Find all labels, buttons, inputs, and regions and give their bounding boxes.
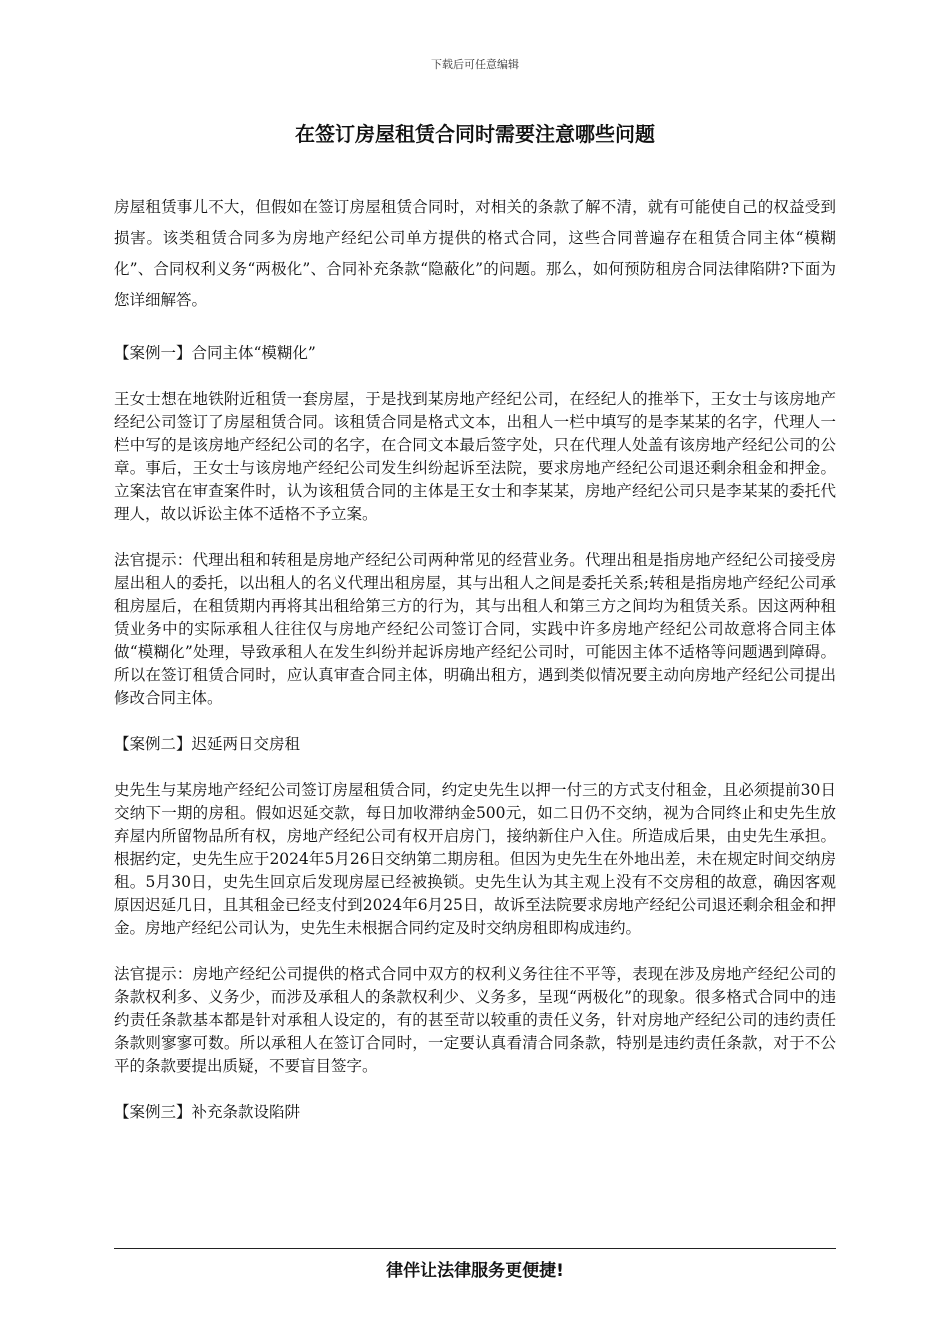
footer-slogan: 律伴让法律服务更便捷! [386,1261,564,1281]
case1-story: 王女士想在地铁附近租赁一套房屋，于是找到某房地产经纪公司，在经纪人的推举下，王女士与该房地产经纪公司签订了房屋租赁合同。该租赁合同是格式文本，出租人一栏中填写的是李某某的名字，代理人一栏中写的是该房地产经纪公司的名字，在合同文本最后签字处，只在代理人处盖有该房地产经纪公司的公章。事后，王女士与该房地产经纪公司发生纠纷起诉至法院，要求房地产经纪公司退还剩余租金和押金。立案法官在审查案件时，认为该租赁合同的主体是王女士和李某某，房地产经纪公司只是李某某的委托代理人，故以诉讼主体不适格不予立案。 [114,390,836,523]
header-note: 下载后可任意编辑 [431,58,519,71]
case2-judge-tip: 法官提示：房地产经纪公司提供的格式合同中双方的权利义务往往不平等，表现在涉及房地产经纪公司的条款权利多、义务少，而涉及承租人的条款权利少、义务多，呈现“两极化”的现象。很多格式合同中的违约责任条款基本都是针对承租人设定的，有的甚至苛以较重的责任义务，针对房地产经纪公司的违约责任条款则寥寥可数。所以承租人在签订合同时，一定要认真看清合同条款，特别是违约责任条款，对于不公平的条款要提出质疑，不要盲目签字。 [114,965,836,1075]
intro-paragraph: 房屋租赁事儿不大，但假如在签订房屋租赁合同时，对相关的条款了解不清，就有可能使自己的权益受到损害。该类租赁合同多为房地产经纪公司单方提供的格式合同，这些合同普遍存在租赁合同主体“模糊化”、合同权利义务“两极化”、合同补充条款“隐蔽化”的问题。那么，如何预防租房合同法律陷阱?下面为您详细解答。 [114,198,836,309]
case3-heading: 【案例三】补充条款设陷阱 [114,1103,301,1121]
case1-judge-tip: 法官提示：代理出租和转租是房地产经纪公司两种常见的经营业务。代理出租是指房地产经纪公司接受房屋出租人的委托，以出租人的名义代理出租房屋，其与出租人之间是委托关系;转租是指房地产经纪公司承租房屋后，在租赁期内再将其出租给第三方的行为，其与出租人和第三方之间均为租赁关系。因这两种租赁业务中的实际承租人往往仅与房地产经纪公司签订合同，实践中许多房地产经纪公司故意将合同主体做“模糊化”处理，导致承租人在发生纠纷并起诉房地产经纪公司时，可能因主体不适格等问题遇到障碍。所以在签订租赁合同时，应认真审查合同主体，明确出租方，遇到类似情况要主动向房地产经纪公司提出修改合同主体。 [114,551,836,707]
footer-divider [114,1248,836,1249]
document-body [114,192,836,1147]
case1-heading: 【案例一】合同主体“模糊化” [114,344,316,362]
case2-heading: 【案例二】迟延两日交房租 [114,735,301,753]
case2-story: 史先生与某房地产经纪公司签订房屋租赁合同，约定史先生以押一付三的方式支付租金，且必须提前30日交纳下一期的房租。假如迟延交款，每日加收滞纳金500元，如二日仍不交纳，视为合同终止和史先生放弃屋内所留物品所有权，房地产经纪公司有权开启房门，接纳新住户入住。所造成后果，由史先生承担。根据约定，史先生应于2024年5月26日交纳第二期房租。但因为史先生在外地出差，未在规定时间交纳房租。5月30日，史先生回京后发现房屋已经被换锁。史先生认为其主观上没有不交房租的故意，确因客观原因迟延几日，且其租金已经支付到2024年6月25日，故诉至法院要求房地产经纪公司退还剩余租金和押金。房地产经纪公司认为，史先生未根据合同约定及时交纳房租即构成违约。 [114,781,836,937]
document-title: 在签订房屋租赁合同时需要注意哪些问题 [295,122,655,146]
